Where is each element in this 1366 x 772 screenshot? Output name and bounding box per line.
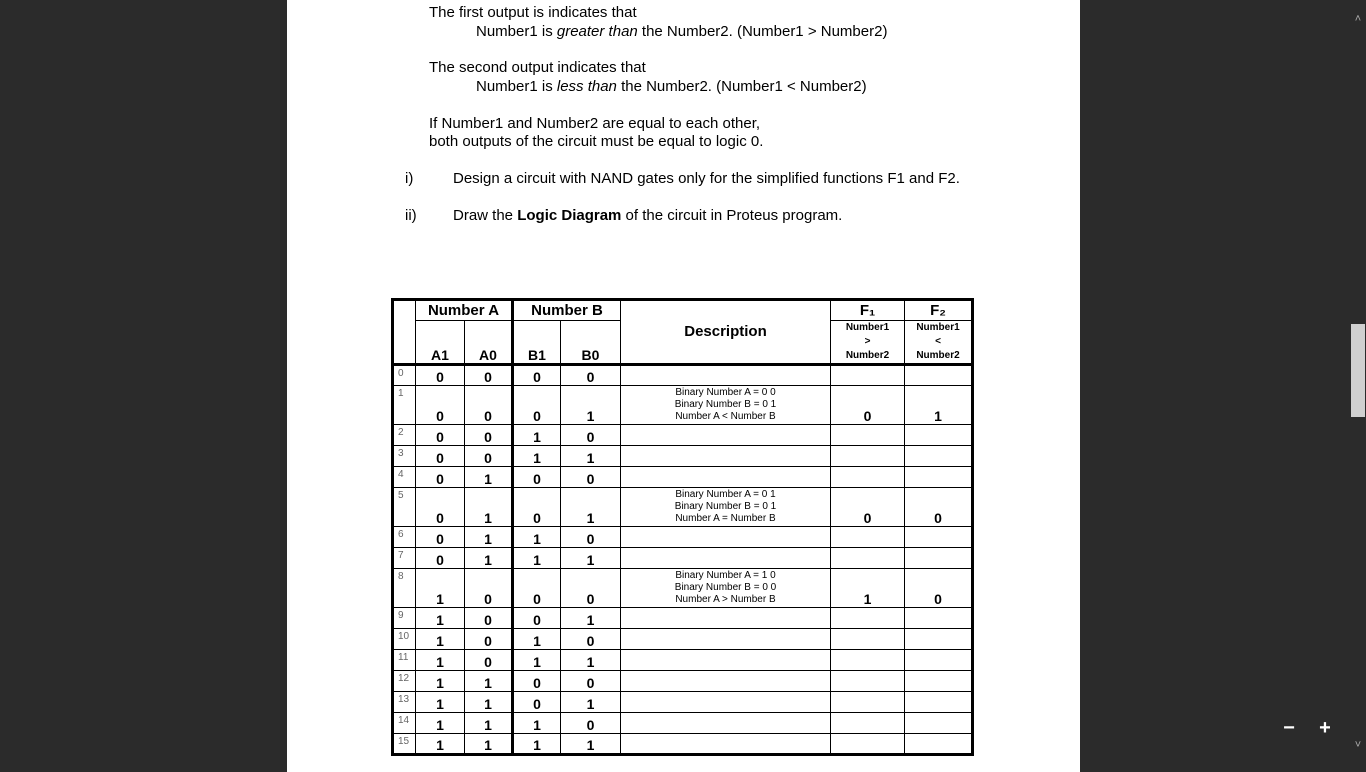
- cell-f2: [905, 365, 973, 386]
- table-row: [393, 446, 973, 467]
- cell-b1: 0: [513, 692, 561, 713]
- cell-f2: [905, 713, 973, 734]
- cell-f2: [905, 548, 973, 569]
- task-2-marker: ii): [405, 207, 417, 224]
- table-row: [393, 527, 973, 548]
- paragraph-1-detail: [476, 23, 887, 41]
- scrollbar-thumb[interactable]: [1351, 324, 1365, 417]
- cell-a1: 0: [416, 488, 465, 527]
- cell-a0: 1: [465, 467, 513, 488]
- cell-a1: 1: [416, 608, 465, 629]
- cell-f2: [905, 692, 973, 713]
- table-row: [393, 608, 973, 629]
- f2-subheader-line: <: [935, 336, 941, 347]
- f1-header: F₁: [831, 300, 905, 321]
- cell-f1: [831, 629, 905, 650]
- cell-b1: 0: [513, 608, 561, 629]
- table-row: [393, 467, 973, 488]
- f2-subheader-line: Number2: [916, 350, 960, 361]
- number-b-header: Number B: [513, 300, 621, 321]
- description-cell: [621, 629, 831, 650]
- description-cell: [621, 734, 831, 755]
- cell-f1: [831, 467, 905, 488]
- description-line: Number A > Number B: [675, 594, 776, 605]
- table-row: [393, 548, 973, 569]
- cell-b1: 1: [513, 548, 561, 569]
- f1-subheader: [831, 321, 905, 365]
- cell-b1: 1: [513, 527, 561, 548]
- row-index: 14: [393, 713, 416, 734]
- cell-b1: 1: [513, 650, 561, 671]
- cell-b0: 0: [561, 527, 621, 548]
- table-row: [393, 671, 973, 692]
- cell-b1: 1: [513, 446, 561, 467]
- cell-a1: 0: [416, 365, 465, 386]
- table-row: [393, 365, 973, 386]
- table-row: [393, 713, 973, 734]
- cell-f2: [905, 425, 973, 446]
- cell-b0: 0: [561, 713, 621, 734]
- cell-a0: 0: [465, 629, 513, 650]
- cell-a1: 0: [416, 425, 465, 446]
- row-index: 12: [393, 671, 416, 692]
- b1-header: B1: [513, 321, 561, 365]
- cell-f1: [831, 365, 905, 386]
- cell-a0: 0: [465, 569, 513, 608]
- cell-a0: 1: [465, 527, 513, 548]
- cell-b0: 0: [561, 425, 621, 446]
- f1-subheader-line: >: [864, 336, 871, 347]
- italic-span: greater than: [556, 23, 638, 40]
- row-index: 8: [393, 569, 416, 608]
- cell-a0: 0: [465, 365, 513, 386]
- cell-f1: 0: [831, 386, 905, 425]
- table-row: [393, 425, 973, 446]
- paragraph-1-intro: The first output is indicates that: [429, 4, 637, 21]
- cell-f2: 0: [905, 488, 973, 527]
- cell-a1: 1: [416, 569, 465, 608]
- cell-b1: 0: [513, 488, 561, 527]
- cell-a0: 0: [465, 386, 513, 425]
- table-row: [393, 734, 973, 755]
- table-row: [393, 692, 973, 713]
- description-header: Description: [621, 300, 831, 365]
- cell-a1: 0: [416, 386, 465, 425]
- text-span: the Number2. (Number1 > Number2): [637, 23, 888, 40]
- description-cell: [621, 713, 831, 734]
- cell-b0: 1: [561, 548, 621, 569]
- document-page: [287, 0, 1080, 772]
- text-span: of the circuit in Proteus program.: [621, 207, 843, 224]
- cell-f2: [905, 446, 973, 467]
- italic-span: less than: [556, 78, 617, 95]
- cell-b0: 0: [561, 629, 621, 650]
- vertical-scrollbar[interactable]: [1349, 0, 1366, 772]
- cell-f2: [905, 467, 973, 488]
- cell-b1: 0: [513, 386, 561, 425]
- a0-header: A0: [465, 321, 513, 365]
- cell-f2: [905, 671, 973, 692]
- task-2-text: [453, 207, 842, 225]
- description-line: Binary Number B = 0 1: [674, 501, 777, 512]
- cell-a1: 1: [416, 713, 465, 734]
- paragraph-2-detail: [476, 78, 867, 96]
- cell-b0: 1: [561, 446, 621, 467]
- description-cell: [621, 692, 831, 713]
- cell-a1: 1: [416, 671, 465, 692]
- row-index: 10: [393, 629, 416, 650]
- cell-b0: 1: [561, 692, 621, 713]
- table-row: [393, 629, 973, 650]
- cell-f2: 0: [905, 569, 973, 608]
- row-index: 5: [393, 488, 416, 527]
- cell-b1: 0: [513, 569, 561, 608]
- cell-b0: 1: [561, 650, 621, 671]
- row-index: 13: [393, 692, 416, 713]
- cell-a1: 1: [416, 734, 465, 755]
- text-span: Draw the: [453, 207, 518, 224]
- row-index: 4: [393, 467, 416, 488]
- description-cell: [621, 488, 831, 527]
- row-index: 6: [393, 527, 416, 548]
- cell-b1: 0: [513, 467, 561, 488]
- text-span: the Number2. (Number1 < Number2): [616, 78, 867, 95]
- cell-b1: 1: [513, 734, 561, 755]
- cell-f1: 0: [831, 488, 905, 527]
- description-line: Number A = Number B: [675, 513, 776, 524]
- cell-b1: 1: [513, 713, 561, 734]
- cell-f2: [905, 734, 973, 755]
- description-cell: [621, 548, 831, 569]
- f2-subheader: [905, 321, 973, 365]
- description-line: Binary Number A = 0 0: [675, 387, 776, 398]
- cell-a0: 1: [465, 671, 513, 692]
- cell-f1: [831, 713, 905, 734]
- cell-f1: [831, 608, 905, 629]
- paragraph-3-line-1: If Number1 and Number2 are equal to each other,: [429, 115, 761, 132]
- cell-a1: 0: [416, 548, 465, 569]
- zoom-out-button[interactable]: −: [1283, 717, 1295, 739]
- task-1-marker: i): [405, 170, 414, 187]
- truth-table: [391, 298, 974, 756]
- description-line: Binary Number A = 1 0: [675, 570, 776, 581]
- cell-b1: 1: [513, 425, 561, 446]
- cell-f2: 1: [905, 386, 973, 425]
- row-index: 15: [393, 734, 416, 755]
- description-cell: [621, 527, 831, 548]
- bold-span: Logic Diagram: [517, 207, 622, 224]
- description-line: Binary Number B = 0 1: [674, 399, 777, 410]
- cell-a0: 0: [465, 608, 513, 629]
- cell-a1: 0: [416, 467, 465, 488]
- zoom-in-button[interactable]: +: [1319, 717, 1331, 739]
- cell-b0: 1: [561, 608, 621, 629]
- f1-subheader-line: Number1: [845, 322, 890, 333]
- description-cell: [621, 650, 831, 671]
- chevron-down-icon[interactable]: ˅: [1354, 739, 1362, 751]
- paragraph-2-intro: The second output indicates that: [429, 59, 646, 76]
- cell-f2: [905, 608, 973, 629]
- cell-a1: 1: [416, 650, 465, 671]
- cell-a1: 1: [416, 629, 465, 650]
- a1-header: A1: [416, 321, 465, 365]
- description-line: Binary Number B = 0 0: [674, 582, 777, 593]
- cell-f1: [831, 734, 905, 755]
- f2-header: F₂: [905, 300, 973, 321]
- description-cell: [621, 608, 831, 629]
- row-index: 0: [393, 365, 416, 386]
- description-line: Binary Number A = 0 1: [675, 489, 776, 500]
- cell-b0: 0: [561, 365, 621, 386]
- description-cell: [621, 446, 831, 467]
- chevron-up-icon[interactable]: ˄: [1354, 13, 1362, 25]
- row-index: 2: [393, 425, 416, 446]
- description-cell: [621, 365, 831, 386]
- cell-a0: 1: [465, 488, 513, 527]
- cell-f1: [831, 425, 905, 446]
- table-row: [393, 488, 973, 527]
- cell-f1: 1: [831, 569, 905, 608]
- row-index: 7: [393, 548, 416, 569]
- description-cell: [621, 386, 831, 425]
- cell-a0: 1: [465, 713, 513, 734]
- description-cell: [621, 467, 831, 488]
- cell-a0: 1: [465, 692, 513, 713]
- cell-b1: 0: [513, 671, 561, 692]
- cell-b0: 0: [561, 569, 621, 608]
- row-index: 3: [393, 446, 416, 467]
- table-row: [393, 569, 973, 608]
- text-span: Number1 is: [476, 23, 557, 40]
- paragraph-3-line-2: both outputs of the circuit must be equal to logic 0.: [429, 133, 764, 150]
- text-span: Number1 is: [476, 78, 557, 95]
- cell-f1: [831, 671, 905, 692]
- cell-f2: [905, 629, 973, 650]
- task-1-text: Design a circuit with NAND gates only for the simplified functions F1 and F2.: [453, 170, 960, 187]
- cell-a1: 1: [416, 692, 465, 713]
- cell-b0: 1: [561, 734, 621, 755]
- cell-f2: [905, 527, 973, 548]
- cell-a0: 1: [465, 548, 513, 569]
- f1-subheader-line: Number2: [845, 350, 890, 361]
- cell-a0: 0: [465, 650, 513, 671]
- cell-a1: 0: [416, 446, 465, 467]
- cell-b0: 0: [561, 467, 621, 488]
- cell-b1: 0: [513, 365, 561, 386]
- cell-f1: [831, 527, 905, 548]
- description-cell: [621, 671, 831, 692]
- cell-f1: [831, 692, 905, 713]
- cell-f1: [831, 446, 905, 467]
- cell-a1: 0: [416, 527, 465, 548]
- cell-b0: 0: [561, 671, 621, 692]
- table-row: [393, 650, 973, 671]
- cell-a0: 0: [465, 446, 513, 467]
- cell-f2: [905, 650, 973, 671]
- b0-header: B0: [561, 321, 621, 365]
- description-cell: [621, 425, 831, 446]
- cell-b0: 1: [561, 386, 621, 425]
- number-a-header: Number A: [416, 300, 513, 321]
- cell-a0: 1: [465, 734, 513, 755]
- cell-a0: 0: [465, 425, 513, 446]
- table-row: [393, 386, 973, 425]
- row-index: 11: [393, 650, 416, 671]
- corner-cell: [393, 300, 416, 365]
- row-index: 1: [393, 386, 416, 425]
- f2-subheader-line: Number1: [916, 322, 960, 333]
- row-index: 9: [393, 608, 416, 629]
- cell-f1: [831, 650, 905, 671]
- cell-b1: 1: [513, 629, 561, 650]
- cell-f1: [831, 548, 905, 569]
- description-line: Number A < Number B: [675, 411, 776, 422]
- cell-b0: 1: [561, 488, 621, 527]
- description-cell: [621, 569, 831, 608]
